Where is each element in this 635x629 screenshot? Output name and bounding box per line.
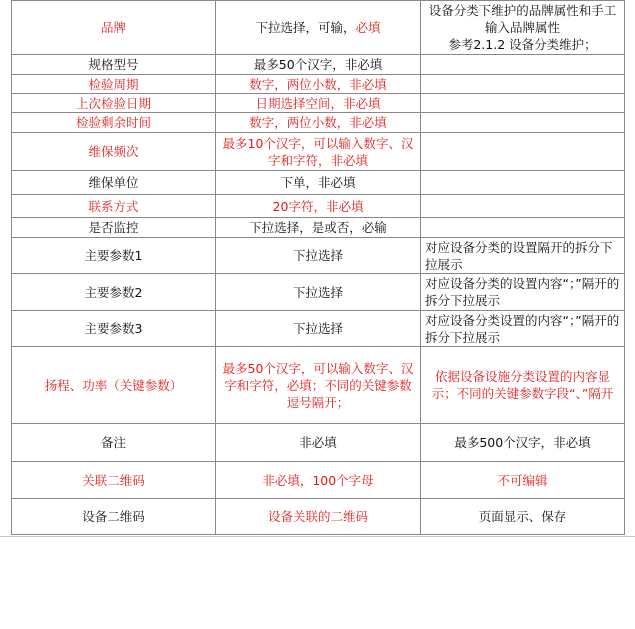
field-name-cell: 维保频次 — [12, 133, 216, 171]
table-row — [12, 238, 625, 274]
field-rule-cell: 下单，非必填 — [216, 171, 421, 195]
table-row — [12, 1, 625, 55]
table-row — [12, 462, 625, 499]
field-rule-cell: 非必填，100个字母 — [216, 462, 421, 499]
field-note-cell: 对应设备分类的设置内容“；”隔开的拆分下拉展示 — [421, 274, 625, 311]
field-name-cell: 主要参数1 — [12, 238, 216, 274]
table-row — [12, 499, 625, 535]
table-row — [12, 311, 625, 347]
field-name-cell: 是否监控 — [12, 218, 216, 238]
field-name-cell: 主要参数3 — [12, 311, 216, 347]
field-name-cell: 品牌 — [12, 1, 216, 55]
required-mark: 必填 — [355, 20, 381, 35]
field-name-cell: 联系方式 — [12, 195, 216, 218]
table-row — [12, 195, 625, 218]
sheet-bottom-edge — [0, 536, 635, 537]
field-name-cell: 上次检验日期 — [12, 94, 216, 113]
field-note-cell — [421, 171, 625, 195]
field-note-cell — [421, 218, 625, 238]
field-note-cell — [421, 133, 625, 171]
field-note-cell: 不可编辑 — [421, 462, 625, 499]
table-row — [12, 133, 625, 171]
field-spec-table — [11, 0, 625, 535]
sheet-left-margin — [0, 0, 11, 536]
field-rule-cell: 下拉选择 — [216, 274, 421, 311]
field-name-cell: 备注 — [12, 424, 216, 462]
table-row — [12, 113, 625, 133]
field-note-cell — [421, 75, 625, 94]
field-rule-cell: 下拉选择 — [216, 238, 421, 274]
field-note-cell: 最多500个汉字，非必填 — [421, 424, 625, 462]
field-rule-cell: 数字，两位小数，非必填 — [216, 75, 421, 94]
field-rule-cell: 20字符，非必填 — [216, 195, 421, 218]
field-rule-cell: 最多10个汉字，可以输入数字、汉字和字符，非必填 — [216, 133, 421, 171]
table-row — [12, 274, 625, 311]
rule-text: 下拉选择，可输， — [255, 20, 356, 35]
table-row — [12, 94, 625, 113]
field-note-cell: 对应设备分类的设置隔开的拆分下拉展示 — [421, 238, 625, 274]
field-name-cell: 主要参数2 — [12, 274, 216, 311]
field-name-cell: 关联二维码 — [12, 462, 216, 499]
field-name-cell: 检验剩余时间 — [12, 113, 216, 133]
field-note-cell — [421, 195, 625, 218]
table-row — [12, 218, 625, 238]
field-rule-cell: 下拉选择，是或否，必输 — [216, 218, 421, 238]
table-row — [12, 75, 625, 94]
field-rule-cell: 非必填 — [216, 424, 421, 462]
field-name-cell: 检验周期 — [12, 75, 216, 94]
field-note-cell: 依据设备设施分类设置的内容显示；不同的关键参数字段“、”隔开 — [421, 347, 625, 424]
field-note-cell: 对应设备分类设置的内容“；”隔开的拆分下拉展示 — [421, 311, 625, 347]
table-row — [12, 171, 625, 195]
field-rule-cell: 最多50个汉字，可以输入数字、汉字和字符，必填；不同的关键参数逗号隔开； — [216, 347, 421, 424]
field-rule-cell: 设备关联的二维码 — [216, 499, 421, 535]
table-row — [12, 55, 625, 75]
field-note-cell: 设备分类下维护的品牌属性和手工输入品牌属性 参考2.1.2 设备分类维护； — [421, 1, 625, 55]
table-row — [12, 424, 625, 462]
field-note-cell: 页面显示、保存 — [421, 499, 625, 535]
field-rule-cell — [216, 1, 421, 55]
table-row — [12, 347, 625, 424]
field-rule-cell: 下拉选择 — [216, 311, 421, 347]
field-rule-cell: 最多50个汉字，非必填 — [216, 55, 421, 75]
field-name-cell: 扬程、功率（关键参数） — [12, 347, 216, 424]
field-name-cell: 设备二维码 — [12, 499, 216, 535]
field-note-cell — [421, 113, 625, 133]
field-note-cell — [421, 94, 625, 113]
field-name-cell: 维保单位 — [12, 171, 216, 195]
field-name-cell: 规格型号 — [12, 55, 216, 75]
field-rule-cell: 日期选择空间，非必填 — [216, 94, 421, 113]
field-note-cell — [421, 55, 625, 75]
field-rule-cell: 数字，两位小数，非必填 — [216, 113, 421, 133]
